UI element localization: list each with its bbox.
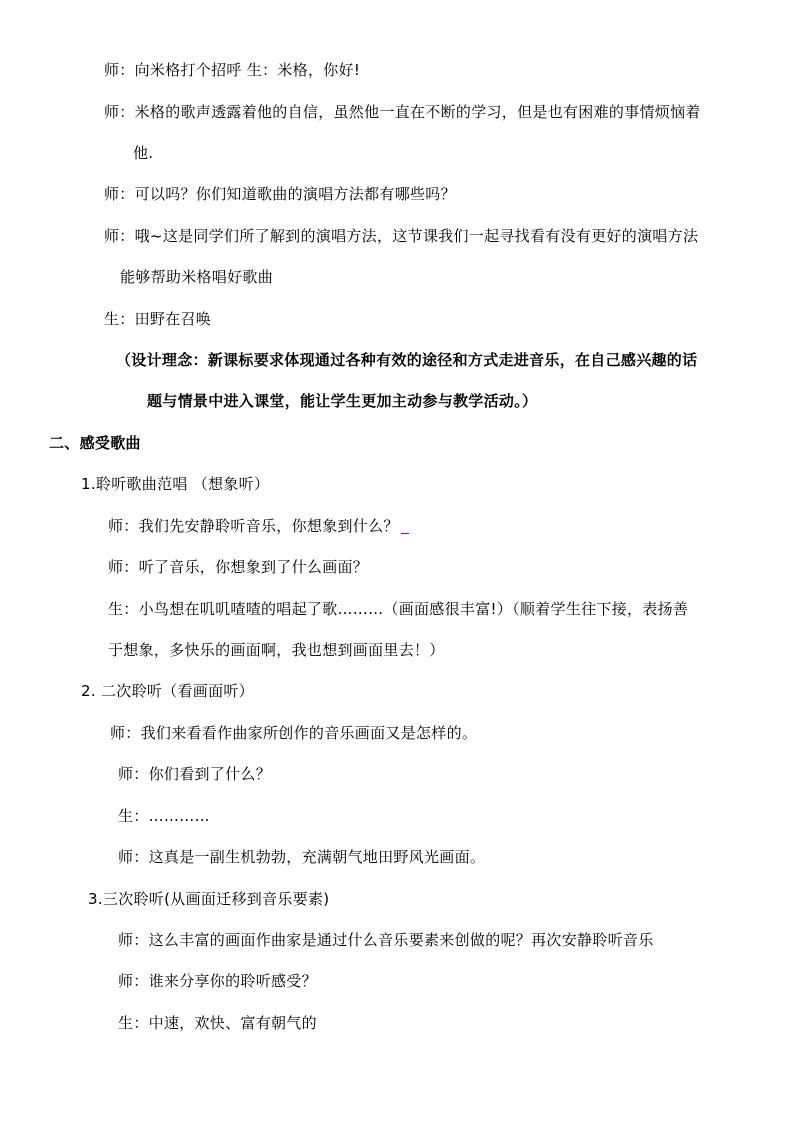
text-line: 师：谁来分享你的聆听感受？ — [118, 972, 317, 990]
design-concept-note: 题与情景中进入课堂，能让学生更加主动参与教学活动。） — [147, 392, 538, 410]
text-line: 师：哦~这是同学们所了解到的演唱方法，这节课我们一起寻找看有没有更好的演唱方法 — [104, 227, 699, 245]
text-line: 师：这真是一副生机勃勃，充满朝气地田野风光画面。 — [118, 848, 486, 866]
text-line: 师：米格的歌声透露着他的自信，虽然他一直在不断的学习，但是也有困难的事情烦恼着 — [104, 103, 701, 121]
text-line: 师：我们来看看作曲家所创作的音乐画面又是怎样的。 — [110, 724, 478, 742]
text-line: 师：你们看到了什么？ — [118, 765, 272, 783]
text-line: 能够帮助米格唱好歌曲 — [120, 268, 274, 286]
subsection-heading: 1.聆听歌曲范唱 （想象听） — [81, 475, 270, 493]
text-line — [108, 516, 409, 536]
text-line: 师：向米格打个招呼 生：米格，你好! — [104, 61, 361, 79]
text-line: 生：………… — [118, 807, 210, 825]
text-cursor — [401, 533, 409, 534]
text-line: 师：这么丰富的画面作曲家是通过什么音乐要素来创做的呢？再次安静聆听音乐 — [118, 931, 654, 949]
subsection-heading: 2. 二次聆听（看画面听） — [81, 682, 254, 700]
section-heading: 二、感受歌曲 — [49, 434, 141, 452]
text-line: 师：听了音乐，你想象到了什么画面？ — [108, 558, 369, 576]
design-concept-note: （设计理念：新课标要求体现通过各种有效的途径和方式走进音乐，在自己感兴趣的话 — [116, 351, 698, 369]
text-line: 他. — [133, 144, 154, 162]
text-line: 生：田野在召唤 — [104, 310, 212, 328]
text-line-content: 师：我们先安静聆听音乐，你想象到什么？ — [108, 517, 399, 535]
text-line: 师：可以吗？你们知道歌曲的演唱方法都有哪些吗？ — [104, 185, 456, 203]
text-line: 于想象，多快乐的画面啊，我也想到画面里去！） — [108, 641, 445, 659]
text-line: 生：小鸟想在叽叽喳喳的唱起了歌………（画面感很丰富!）（顺着学生往下接，表扬善 — [108, 600, 689, 618]
text-line: 生：中速，欢快、富有朝气的 — [118, 1014, 317, 1032]
subsection-heading: 3.三次聆听(从画面迁移到音乐要素) — [88, 890, 330, 908]
